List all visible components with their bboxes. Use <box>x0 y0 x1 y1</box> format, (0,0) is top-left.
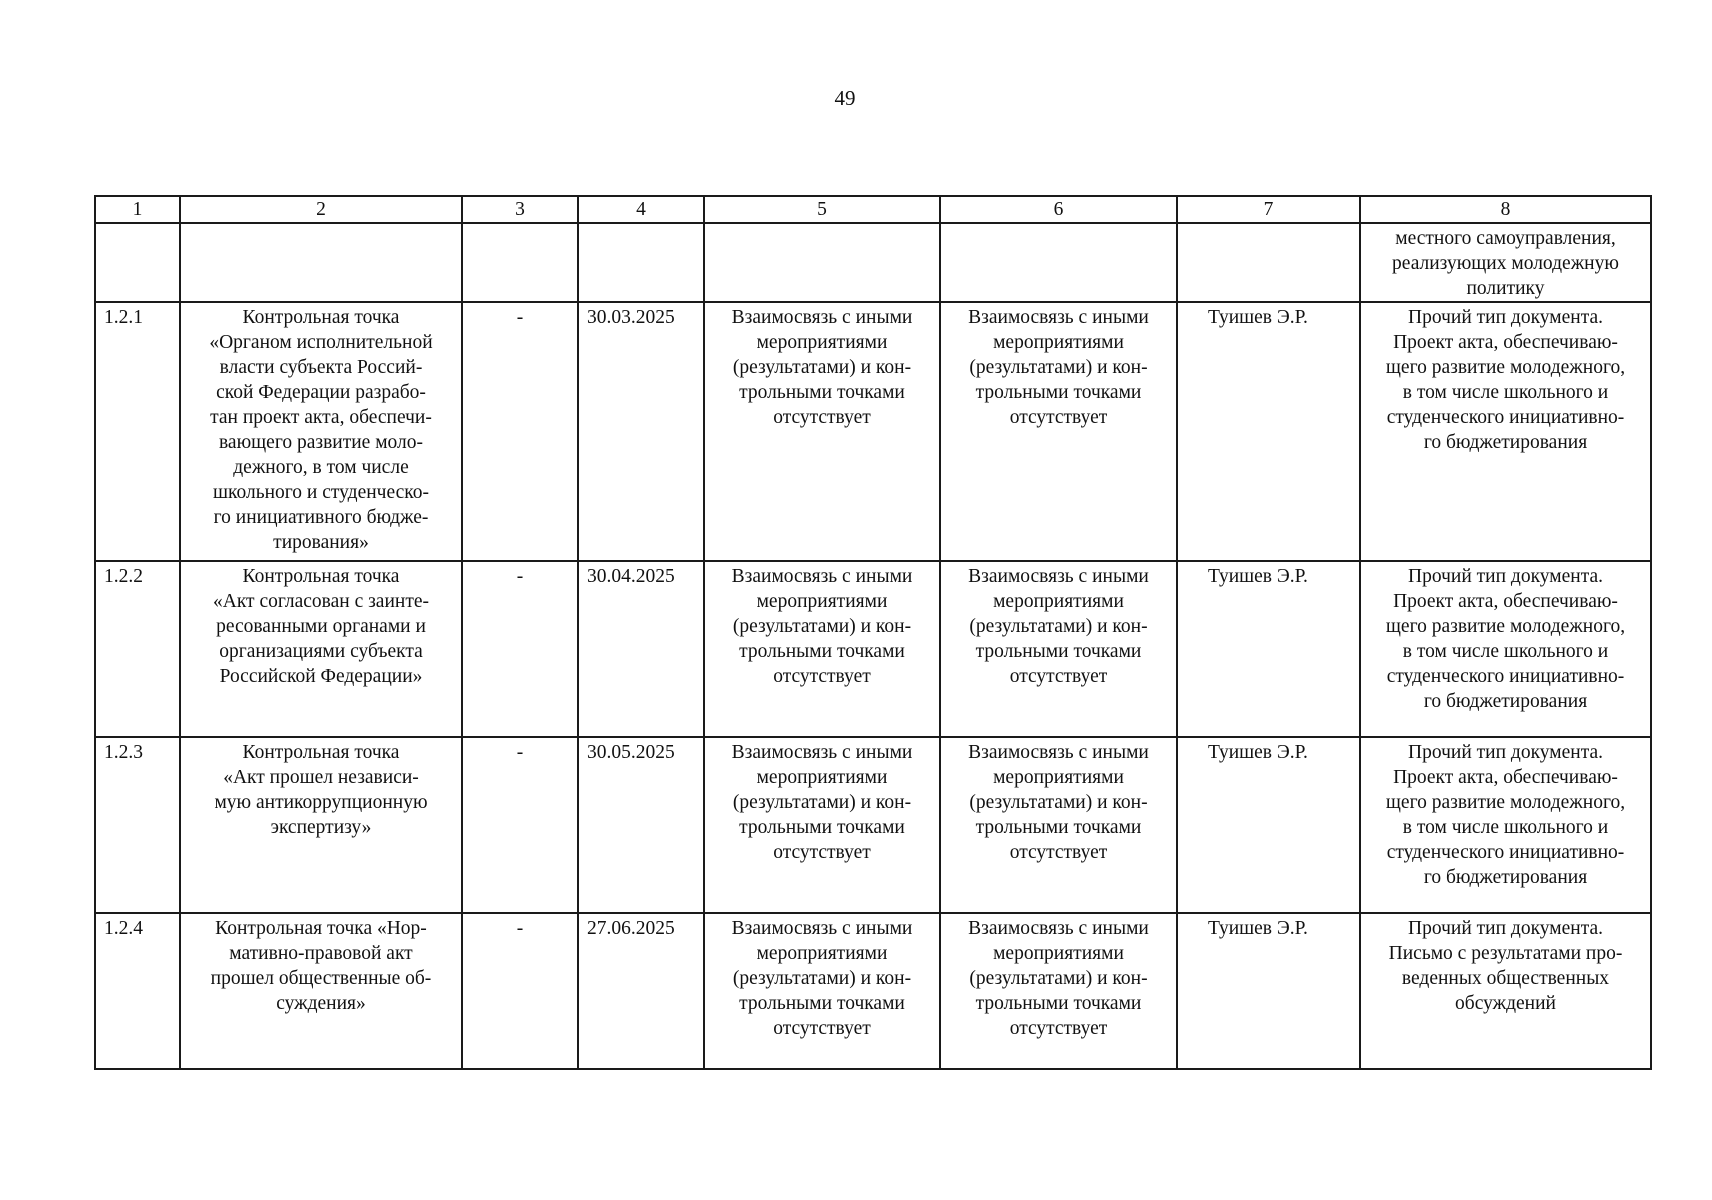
empty-cell <box>95 223 180 302</box>
document-type-text: Прочий тип документа. Проект акта, обеспечиваю- щего развитие молодежного, в том числе школьного и студенческого инициативно- го бюджетирования <box>1360 737 1651 913</box>
next-links-text: Взаимосвязь с иными мероприятиями (результатами) и кон- трольными точками отсутствует <box>940 302 1177 561</box>
column-number-7: 7 <box>1177 196 1360 223</box>
row-number: 1.2.4 <box>95 913 180 1069</box>
column-3-value: - <box>462 302 578 561</box>
row-number: 1.2.3 <box>95 737 180 913</box>
previous-links-text: Взаимосвязь с иными мероприятиями (результатами) и кон- трольными точками отсутствует <box>704 302 940 561</box>
responsible-person: Туишев Э.Р. <box>1177 561 1360 737</box>
continuation-row <box>95 223 1651 302</box>
column-number-3: 3 <box>462 196 578 223</box>
previous-links-text: Взаимосвязь с иными мероприятиями (результатами) и кон- трольными точками отсутствует <box>704 913 940 1069</box>
column-number-5: 5 <box>704 196 940 223</box>
column-number-1: 1 <box>95 196 180 223</box>
row-number: 1.2.2 <box>95 561 180 737</box>
row-number: 1.2.1 <box>95 302 180 561</box>
table-row <box>95 737 1651 913</box>
previous-links-text: Взаимосвязь с иными мероприятиями (результатами) и кон- трольными точками отсутствует <box>704 561 940 737</box>
control-point-name: Контрольная точка «Акт прошел независи- мую антикоррупционную экспертизу» <box>180 737 462 913</box>
document-type-text: Прочий тип документа. Письмо с результатами про- веденных общественных обсуждений <box>1360 913 1651 1069</box>
document-type-text: Прочий тип документа. Проект акта, обеспечиваю- щего развитие молодежного, в том числе школьного и студенческого инициативно- го бюджетирования <box>1360 561 1651 737</box>
next-links-text: Взаимосвязь с иными мероприятиями (результатами) и кон- трольными точками отсутствует <box>940 913 1177 1069</box>
control-points-table <box>94 195 1652 1070</box>
empty-cell <box>1177 223 1360 302</box>
control-point-name: Контрольная точка «Акт согласован с заинте- ресованными органами и организациями субъекта Российской Федерации» <box>180 561 462 737</box>
due-date: 30.04.2025 <box>578 561 704 737</box>
empty-cell <box>940 223 1177 302</box>
column-number-6: 6 <box>940 196 1177 223</box>
responsible-person: Туишев Э.Р. <box>1177 913 1360 1069</box>
responsible-person: Туишев Э.Р. <box>1177 737 1360 913</box>
table-row <box>95 561 1651 737</box>
document-type-text: Прочий тип документа. Проект акта, обеспечиваю- щего развитие молодежного, в том числе школьного и студенческого инициативно- го бюджетирования <box>1360 302 1651 561</box>
due-date: 27.06.2025 <box>578 913 704 1069</box>
column-number-4: 4 <box>578 196 704 223</box>
table-row <box>95 913 1651 1069</box>
empty-cell <box>180 223 462 302</box>
column-number-header-row <box>95 196 1651 223</box>
next-links-text: Взаимосвязь с иными мероприятиями (результатами) и кон- трольными точками отсутствует <box>940 561 1177 737</box>
table-row <box>95 302 1651 561</box>
previous-links-text: Взаимосвязь с иными мероприятиями (результатами) и кон- трольными точками отсутствует <box>704 737 940 913</box>
column-number-8: 8 <box>1360 196 1651 223</box>
column-3-value: - <box>462 561 578 737</box>
column-3-value: - <box>462 737 578 913</box>
empty-cell <box>578 223 704 302</box>
control-point-name: Контрольная точка «Органом исполнительной власти субъекта Россий- ской Федерации разрабо- тан проект акта, обеспечи- вающего развитие моло- дежного, в том числе школьного и студенческо- го инициативного бюдже- тирования» <box>180 302 462 561</box>
control-point-name: Контрольная точка «Нор- мативно-правовой акт прошел общественные об- суждения» <box>180 913 462 1069</box>
page-number: 49 <box>834 86 856 110</box>
due-date: 30.03.2025 <box>578 302 704 561</box>
continuation-document-text: местного самоуправления, реализующих молодежную политику <box>1360 223 1651 302</box>
column-number-2: 2 <box>180 196 462 223</box>
empty-cell <box>462 223 578 302</box>
due-date: 30.05.2025 <box>578 737 704 913</box>
next-links-text: Взаимосвязь с иными мероприятиями (результатами) и кон- трольными точками отсутствует <box>940 737 1177 913</box>
column-3-value: - <box>462 913 578 1069</box>
empty-cell <box>704 223 940 302</box>
responsible-person: Туишев Э.Р. <box>1177 302 1360 561</box>
